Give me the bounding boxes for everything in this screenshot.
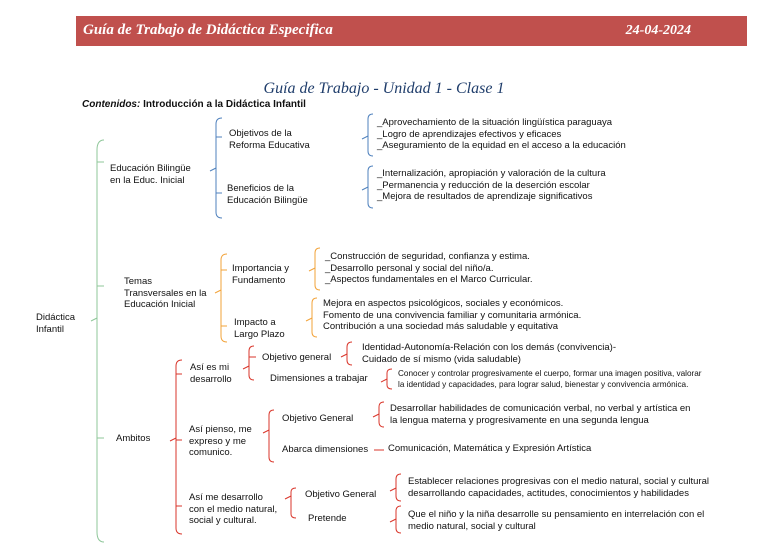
node-temas-line1: Temas (124, 276, 152, 287)
node-beneficios (227, 183, 308, 206)
node-educacion-line2: en la Educ. Inicial (110, 174, 185, 186)
node-asi-me-desarrollo (189, 492, 277, 527)
node-ambitos: Ambitos (116, 433, 151, 444)
list-importancia (325, 251, 533, 286)
text-line: Desarrollar habilidades de comunicación verbal, no verbal y artística en (390, 403, 691, 414)
list-item: Contribución a una sociedad más saludable y equitativa (323, 321, 559, 332)
node-objetivo-general-3: Objetivo General (305, 489, 377, 500)
node-objetivo-general-1: Objetivo general (262, 352, 332, 363)
node-temas-line2: Transversales en la (124, 287, 207, 299)
text-line: la lengua materna y progresivamente en una segunda lengua (390, 414, 649, 426)
contenidos-text: Introducción a la Didáctica Infantil (143, 99, 306, 110)
text-line: Establecer relaciones progresivas con el medio natural, social y cultural (408, 476, 709, 487)
node-objetivos-reforma (229, 128, 310, 151)
node-impacto (234, 317, 285, 340)
node-asi-me-line2: con el medio natural, (189, 503, 278, 515)
node-asi-es-line2: desarrollo (190, 373, 232, 385)
text-line: Que el niño y la niña desarrolle su pensamiento en interrelación con el (408, 509, 705, 520)
node-impacto-line1: Impacto a (234, 317, 276, 328)
node-root-line2: Infantil (36, 323, 64, 335)
list-item: _Internalización, apropiación y valoración de la cultura (377, 168, 606, 179)
list-impacto (323, 298, 581, 333)
node-asi-me-line1: Así me desarrollo (189, 492, 263, 503)
node-root (36, 312, 75, 335)
text-objetivo-general-1 (362, 342, 616, 365)
text-abarca-dimensiones: Comunicación, Matemática y Expresión Artística (388, 443, 592, 454)
node-importancia (232, 263, 289, 286)
text-line: Conocer y controlar progresivamente el cuerpo, formar una imagen positiva, valorar (398, 369, 702, 378)
node-asi-pienso-line2: expreso y me (189, 435, 247, 447)
node-temas-line3: Educación Inicial (124, 299, 196, 310)
page-title: Guía de Trabajo - Unidad 1 - Clase 1 (263, 80, 505, 97)
node-pretende: Pretende (308, 513, 347, 524)
contenidos-label: Contenidos: (82, 99, 141, 110)
node-asi-es-mi-desarrollo (190, 362, 232, 385)
text-objetivo-general-3 (408, 476, 709, 499)
node-abarca-dimensiones: Abarca dimensiones (282, 444, 369, 455)
list-item: _Aprovechamiento de la situación lingüística paraguaya (377, 117, 613, 128)
list-beneficios (377, 168, 606, 203)
node-objetivo-general-2: Objetivo General (282, 413, 354, 424)
node-asi-me-line3: social y cultural. (189, 515, 257, 526)
text-dimensiones (398, 369, 702, 390)
text-pretende (408, 509, 704, 532)
list-objetivos-reforma (377, 117, 626, 152)
list-item: _Construcción de seguridad, confianza y estima. (325, 251, 530, 262)
node-asi-pienso-line1: Así pienso, me (189, 424, 252, 435)
node-educacion-bilingue (110, 163, 191, 186)
node-objetivos-line1: Objetivos de la (229, 128, 292, 139)
text-line: medio natural, social y cultural (408, 520, 536, 532)
list-item: Fomento de una convivencia familiar y comunitaria armónica. (323, 309, 582, 321)
list-item: _Aspectos fundamentales en el Marco Curricular. (325, 274, 533, 285)
text-line: Identidad-Autonomía-Relación con los demás (convivencia)- (362, 342, 616, 353)
node-beneficios-line2: Educación Bilingüe (227, 194, 308, 206)
node-importancia-line1: Importancia y (232, 263, 290, 274)
node-dimensiones: Dimensiones a trabajar (270, 373, 368, 384)
list-item: _Aseguramiento de la equidad en el acceso a la educación (377, 140, 626, 151)
node-root-line1: Didáctica (36, 312, 76, 323)
list-item: _Desarrollo personal y social del niño/a. (325, 262, 494, 274)
node-importancia-line2: Fundamento (232, 274, 286, 286)
node-asi-pienso-line3: comunico. (189, 447, 233, 458)
node-objetivos-line2: Reforma Educativa (229, 139, 310, 151)
node-asi-pienso (189, 424, 252, 459)
text-line: desarrollando capacidades, actitudes, conocimientos y habilidades (408, 487, 689, 499)
node-impacto-line2: Largo Plazo (234, 328, 285, 340)
header-title: Guía de Trabajo de Didáctica Especifica (83, 22, 333, 38)
node-asi-es-line1: Así es mi (190, 362, 230, 373)
node-educacion-line1: Educación Bilingüe (110, 163, 191, 174)
list-item: _Permanencia y reducción de la deserción escolar (377, 179, 590, 191)
list-item: _Logro de aprendizajes efectivos y eficaces (377, 128, 562, 140)
text-objetivo-general-2 (390, 403, 690, 426)
list-item: Mejora en aspectos psicológicos, sociales y económicos. (323, 298, 564, 309)
text-line: Cuidado de sí mismo (vida saludable) (362, 353, 521, 365)
list-item: _Mejora de resultados de aprendizaje significativos (377, 191, 593, 202)
node-temas-transversales (124, 276, 207, 311)
node-beneficios-line1: Beneficios de la (227, 183, 295, 194)
text-line: la identidad y capacidades, para lograr salud, bienestar y convivencia armónica. (398, 379, 689, 389)
header-date: 24-04-2024 (625, 23, 691, 38)
